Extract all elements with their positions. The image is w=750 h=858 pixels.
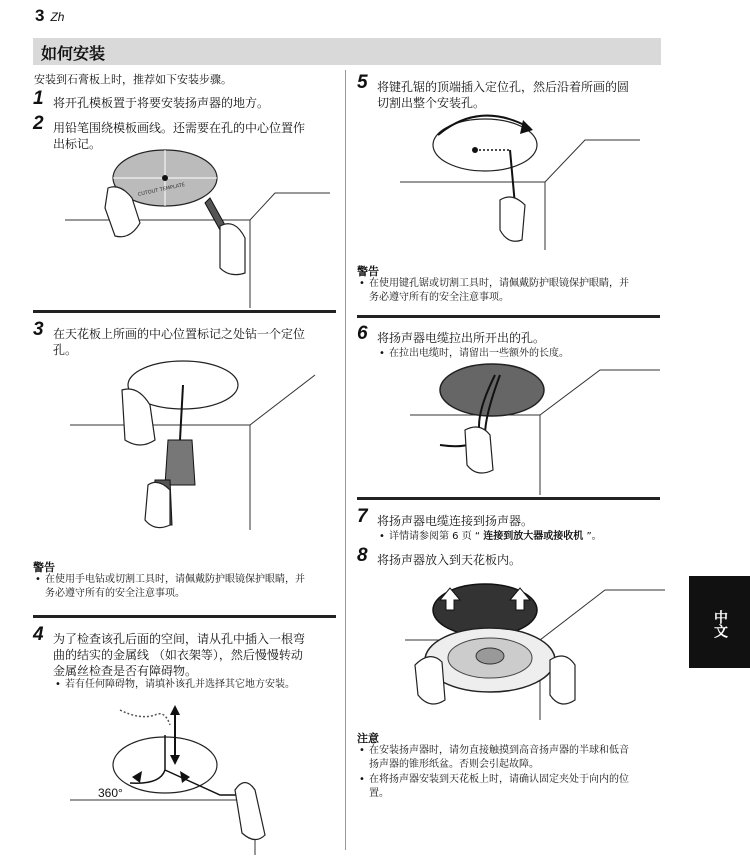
divider [357,497,660,500]
step-4-text: 为了检查该孔后面的空间，请从孔中插入一根弯 曲的结实的金属线 （如衣架等），然后慢慢转动 金属丝检查是否有障碍物。 [53,632,306,678]
step-6-text: 将扬声器电缆拉出所开出的孔。 [377,331,546,345]
section-title-bar [33,38,661,65]
divider [33,615,336,618]
note-heading: 注意 [357,732,379,745]
template-label: CUTOUT TEMPLATE [137,182,186,198]
cable-pull-illustration [405,360,665,495]
language-tab: 中文 [689,576,750,668]
note-bullet-2: • 在将扬声器安装到天花板上时，请确认固定夹处于向内的位 置。 [369,773,629,801]
warning-left-text: • 在使用手电钻或切割工具时，请佩戴防护眼镜保护眼睛，并 务必遵守所有的安全注意事项。 [45,573,305,601]
speaker-insert-illustration [400,570,670,720]
step-7-bullet: • 详情请参阅第 6 页 “ 连接到放大器或接收机 ”。 [389,530,602,544]
divider [33,310,336,313]
step-6-bullet: • 在拉出电缆时，请留出一些额外的长度。 [389,347,569,361]
step-1-number: 1 [33,88,44,109]
warning-right-heading: 警告 [357,265,379,278]
step-4-number: 4 [33,624,44,645]
rotation-label: 360° [98,786,123,800]
keyhole-saw-illustration [390,110,660,250]
column-divider [345,70,346,850]
step-3-number: 3 [33,319,44,340]
page-number: 3 Zh [35,6,65,25]
note-bullet-1: • 在安装扬声器时，请勿直接触摸到高音扬声器的半球和低音 扬声器的锥形纸盆。否则会引起故障。 [369,744,629,772]
step-2-text: 用铅笔围绕模板画线。还需要在孔的中心位置作 出标记。 [53,121,306,151]
section-title: 如何安装 [41,44,106,63]
drill-illustration [60,360,330,535]
step-2-number: 2 [33,113,44,134]
wire-check-illustration [70,705,335,855]
step-7-text: 将扬声器电缆连接到扬声器。 [377,514,534,528]
step-7-number: 7 [357,506,368,527]
step-8-number: 8 [357,545,368,566]
template-illustration [60,148,340,308]
step-1-text: 将开孔模板置于将要安装扬声器的地方。 [53,96,270,110]
warning-left-heading: 警告 [33,561,55,574]
intro-text: 安装到石膏板上时，推荐如下安装步骤。 [34,73,232,86]
step-3-text: 在天花板上所画的中心位置标记之处钻一个定位 孔。 [53,327,306,357]
step-8-text: 将扬声器放入到天花板内。 [377,553,522,567]
cross-reference-link[interactable]: 连接到放大器或接收机 [483,531,584,542]
step-4-bullet: • 若有任何障碍物，请填补该孔并选择其它地方安装。 [65,678,295,692]
divider [357,315,660,318]
step-5-text: 将键孔锯的顶端插入定位孔，然后沿着所画的圆 切割出整个安装孔。 [377,80,630,110]
step-5-number: 5 [357,72,368,93]
warning-right-text: • 在使用键孔锯或切割工具时，请佩戴防护眼镜保护眼睛，并 务必遵守所有的安全注意事项。 [369,277,629,305]
step-6-number: 6 [357,323,368,344]
